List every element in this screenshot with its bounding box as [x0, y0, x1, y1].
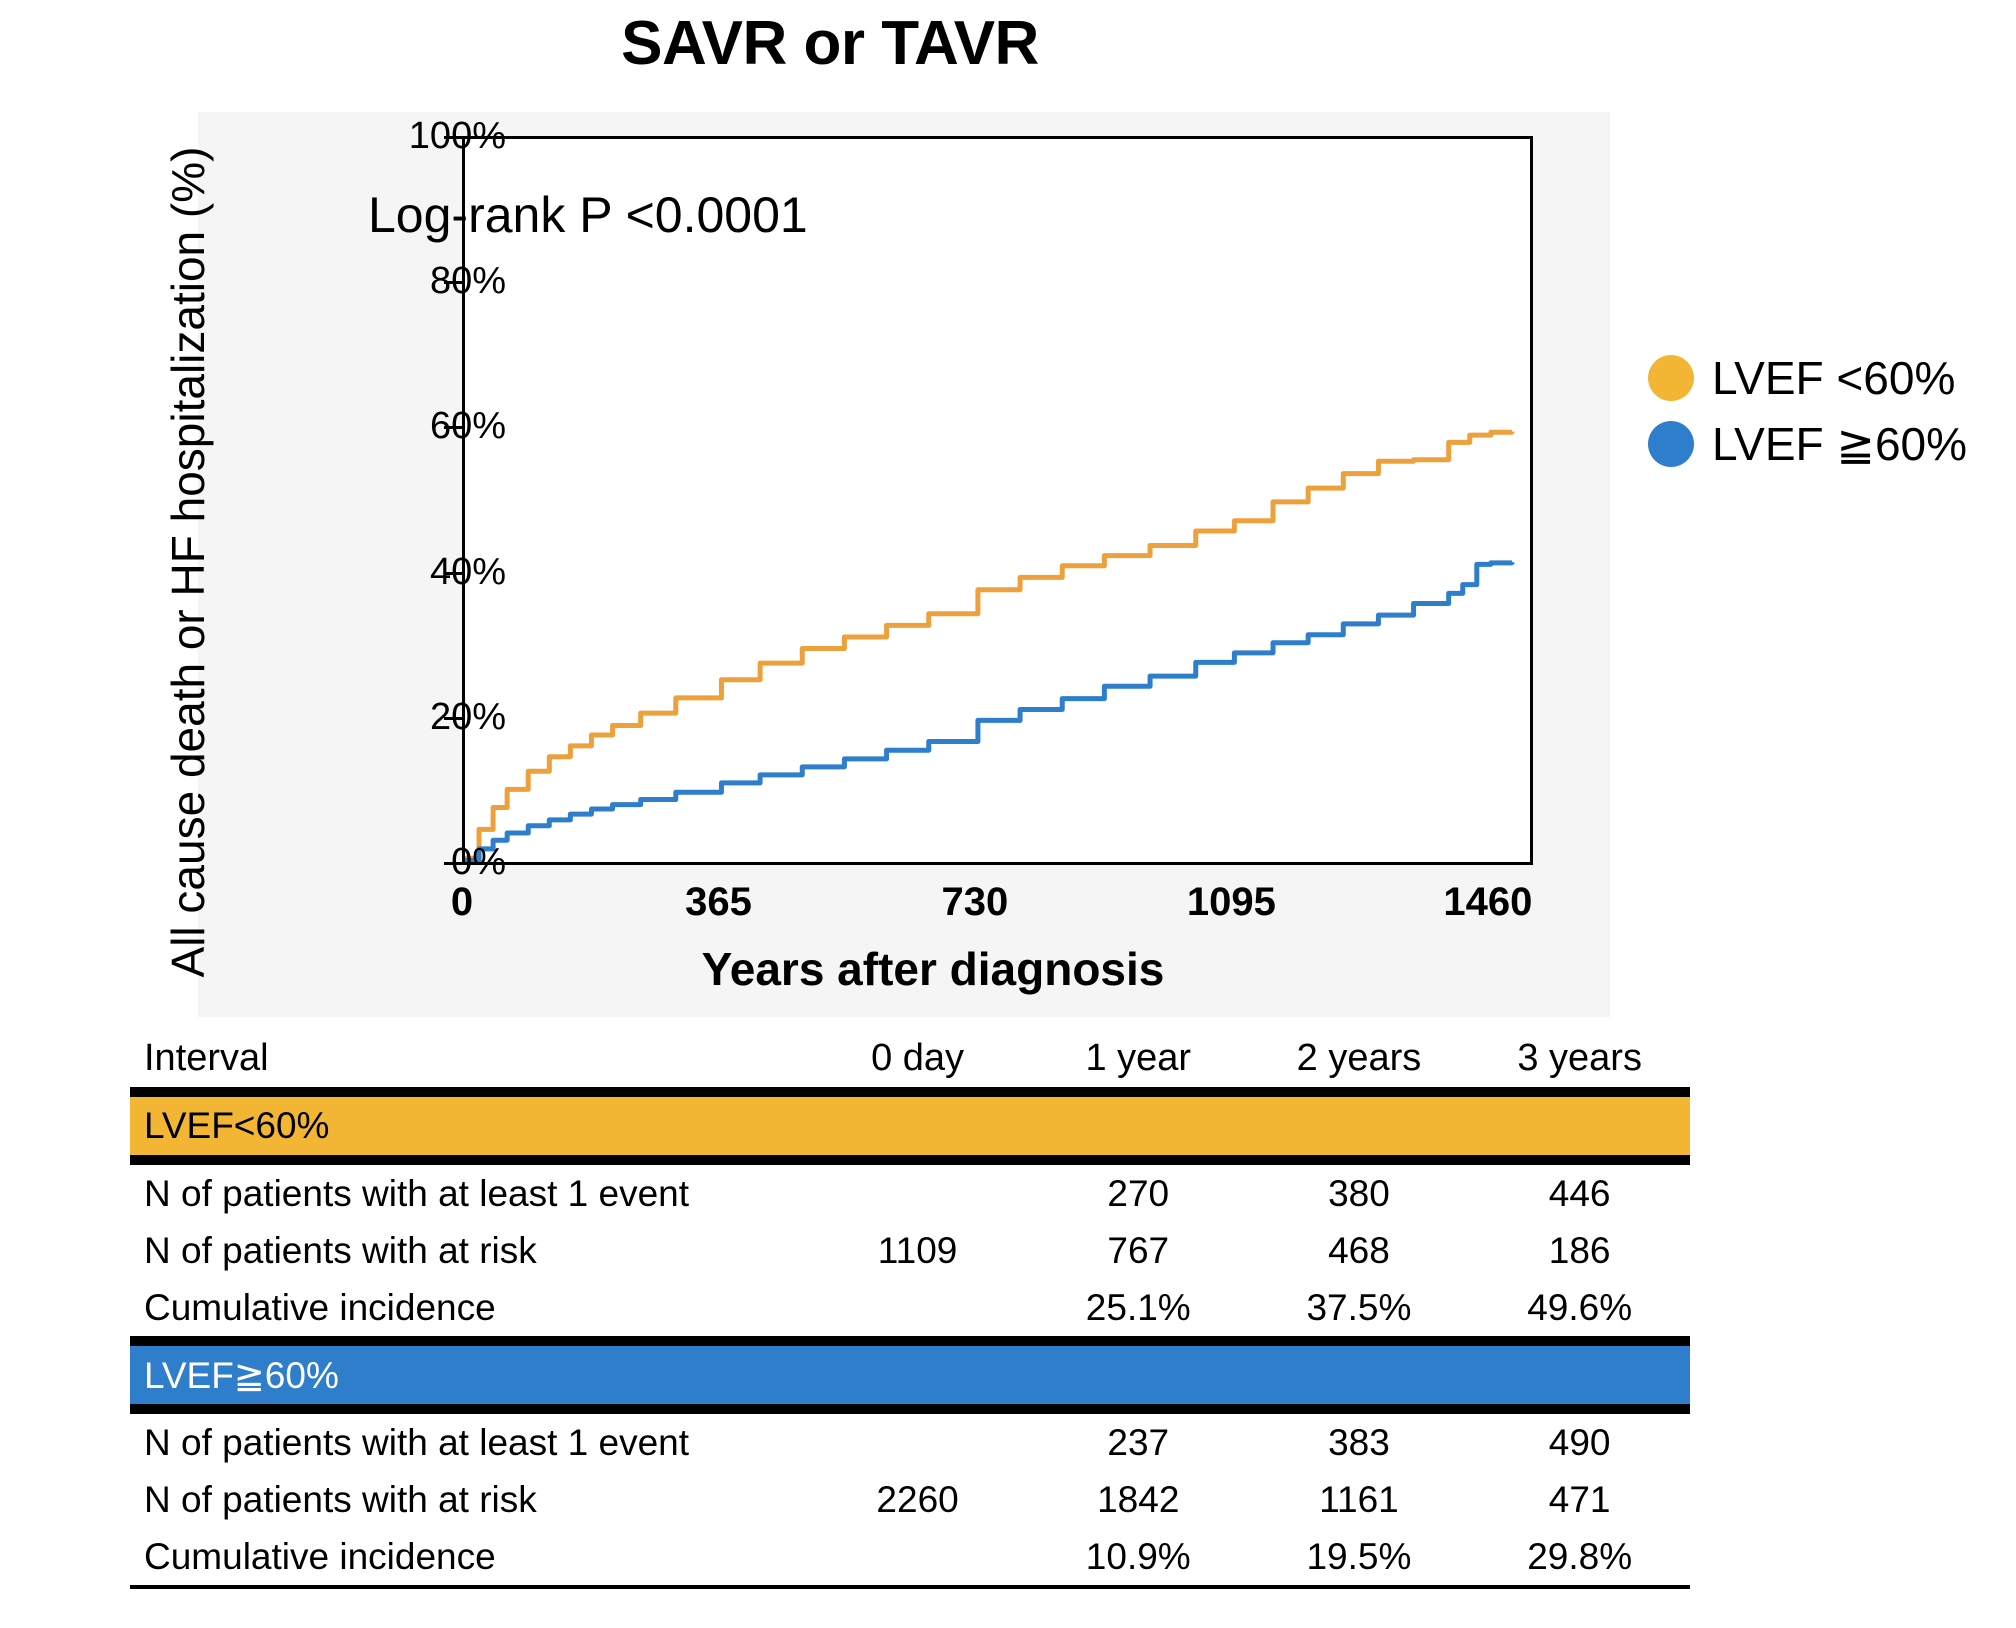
logrank-annotation: Log-rank P <0.0001 — [368, 187, 808, 243]
table-group-label: LVEF≧60% — [130, 1346, 1690, 1404]
risk-table-element — [130, 1030, 1690, 1589]
table-thick-rule — [130, 1404, 1690, 1414]
table-thick-rule — [130, 1087, 1690, 1097]
table-row-label: Cumulative incidence — [144, 1286, 496, 1328]
table-bottom-rule — [130, 1585, 1690, 1589]
rule — [130, 1404, 1690, 1414]
table-header-cell: 1 year — [1085, 1037, 1192, 1079]
table-cell: 186 — [1548, 1229, 1611, 1271]
legend-item-label: LVEF ≧60% — [1712, 418, 1968, 470]
x-tick-label: 730 — [941, 880, 1009, 924]
table-cell: 468 — [1328, 1229, 1390, 1271]
table-thick-rule — [130, 1336, 1690, 1346]
curve-lvef-over-60 — [465, 562, 1512, 860]
y-tick-mark — [444, 717, 462, 720]
table-row — [130, 1471, 1690, 1528]
y-tick-label: 0% — [451, 841, 506, 883]
table-row — [130, 1414, 1690, 1471]
table-cell — [807, 1528, 1028, 1585]
table-cell: 25.1% — [1085, 1286, 1191, 1328]
y-tick-mark — [444, 281, 462, 284]
table-row-label: N of patients with at least 1 event — [144, 1421, 690, 1463]
table-cell: 19.5% — [1306, 1535, 1412, 1577]
table-row-label: N of patients with at least 1 event — [144, 1172, 690, 1214]
table-cell: 380 — [1328, 1172, 1390, 1214]
table-cell — [807, 1165, 1028, 1222]
table-row — [130, 1165, 1690, 1222]
rule — [130, 1585, 1690, 1589]
chart-legend — [1648, 345, 2008, 477]
table-cell: 446 — [1548, 1172, 1611, 1214]
plot-area — [462, 136, 1533, 865]
legend-item-lvef-over-60 — [1648, 411, 2008, 477]
table-header-row — [130, 1030, 1690, 1087]
y-tick-label: 80% — [429, 260, 506, 303]
x-tick-label: 1095 — [1186, 880, 1276, 924]
y-tick-mark — [444, 136, 462, 139]
table-row-label: N of patients with at risk — [144, 1478, 537, 1520]
table-row-label: N of patients with at risk — [144, 1229, 537, 1271]
table-group-band — [130, 1346, 1690, 1404]
table-cell: 2260 — [876, 1478, 959, 1520]
table-cell: 471 — [1548, 1478, 1611, 1520]
table-cell: 237 — [1107, 1421, 1170, 1463]
table-cell: 1842 — [1097, 1478, 1180, 1520]
y-axis-title: All cause death or HF hospitalization (%) — [162, 146, 214, 978]
table-cell: 490 — [1548, 1421, 1611, 1463]
at-risk-table — [130, 1030, 1690, 1589]
chart-panel — [162, 112, 1610, 1017]
rule — [130, 1155, 1690, 1165]
table-cell: 270 — [1107, 1172, 1170, 1214]
legend-item-lvef-under-60 — [1648, 345, 2008, 411]
y-tick-mark — [444, 572, 462, 575]
table-cell: 1161 — [1319, 1478, 1399, 1520]
table-cell: 37.5% — [1306, 1286, 1412, 1328]
x-tick-label: 1460 — [1443, 880, 1533, 924]
table-cell: 767 — [1107, 1229, 1170, 1271]
table-header-interval: Interval — [144, 1037, 269, 1079]
legend-swatch-icon — [1648, 421, 1694, 467]
x-tick-label: 0 — [450, 880, 474, 924]
table-cell: 383 — [1328, 1421, 1390, 1463]
rule — [130, 1336, 1690, 1346]
y-tick-mark — [444, 862, 462, 865]
table-row — [130, 1279, 1690, 1336]
y-tick-label: 20% — [429, 695, 506, 738]
rule — [130, 1087, 1690, 1097]
y-tick-mark — [444, 426, 462, 429]
table-cell: 49.6% — [1527, 1286, 1633, 1328]
table-cell — [807, 1279, 1028, 1336]
table-header-cell: 3 years — [1517, 1037, 1642, 1079]
y-tick-label: 100% — [408, 115, 506, 157]
y-tick-label: 60% — [429, 405, 506, 448]
y-tick-label: 40% — [429, 550, 506, 593]
page-title: SAVR or TAVR — [621, 9, 1039, 78]
legend-item-label: LVEF <60% — [1712, 352, 1956, 404]
table-thick-rule — [130, 1155, 1690, 1165]
table-cell — [807, 1414, 1028, 1471]
survival-curves — [465, 136, 1533, 862]
table-cell: 10.9% — [1085, 1535, 1191, 1577]
table-group-label: LVEF<60% — [130, 1097, 1690, 1155]
table-row — [130, 1528, 1690, 1585]
table-header-cell: 0 day — [871, 1037, 965, 1079]
table-cell: 1109 — [877, 1229, 958, 1271]
curve-lvef-under-60 — [465, 431, 1512, 858]
x-axis-title: Years after diagnosis — [701, 943, 1165, 995]
table-group-band — [130, 1097, 1690, 1155]
legend-swatch-icon — [1648, 355, 1694, 401]
table-row — [130, 1222, 1690, 1279]
x-tick-label: 365 — [685, 880, 752, 924]
table-cell: 29.8% — [1527, 1535, 1633, 1577]
table-row-label: Cumulative incidence — [144, 1535, 496, 1577]
table-header-cell: 2 years — [1296, 1037, 1422, 1079]
